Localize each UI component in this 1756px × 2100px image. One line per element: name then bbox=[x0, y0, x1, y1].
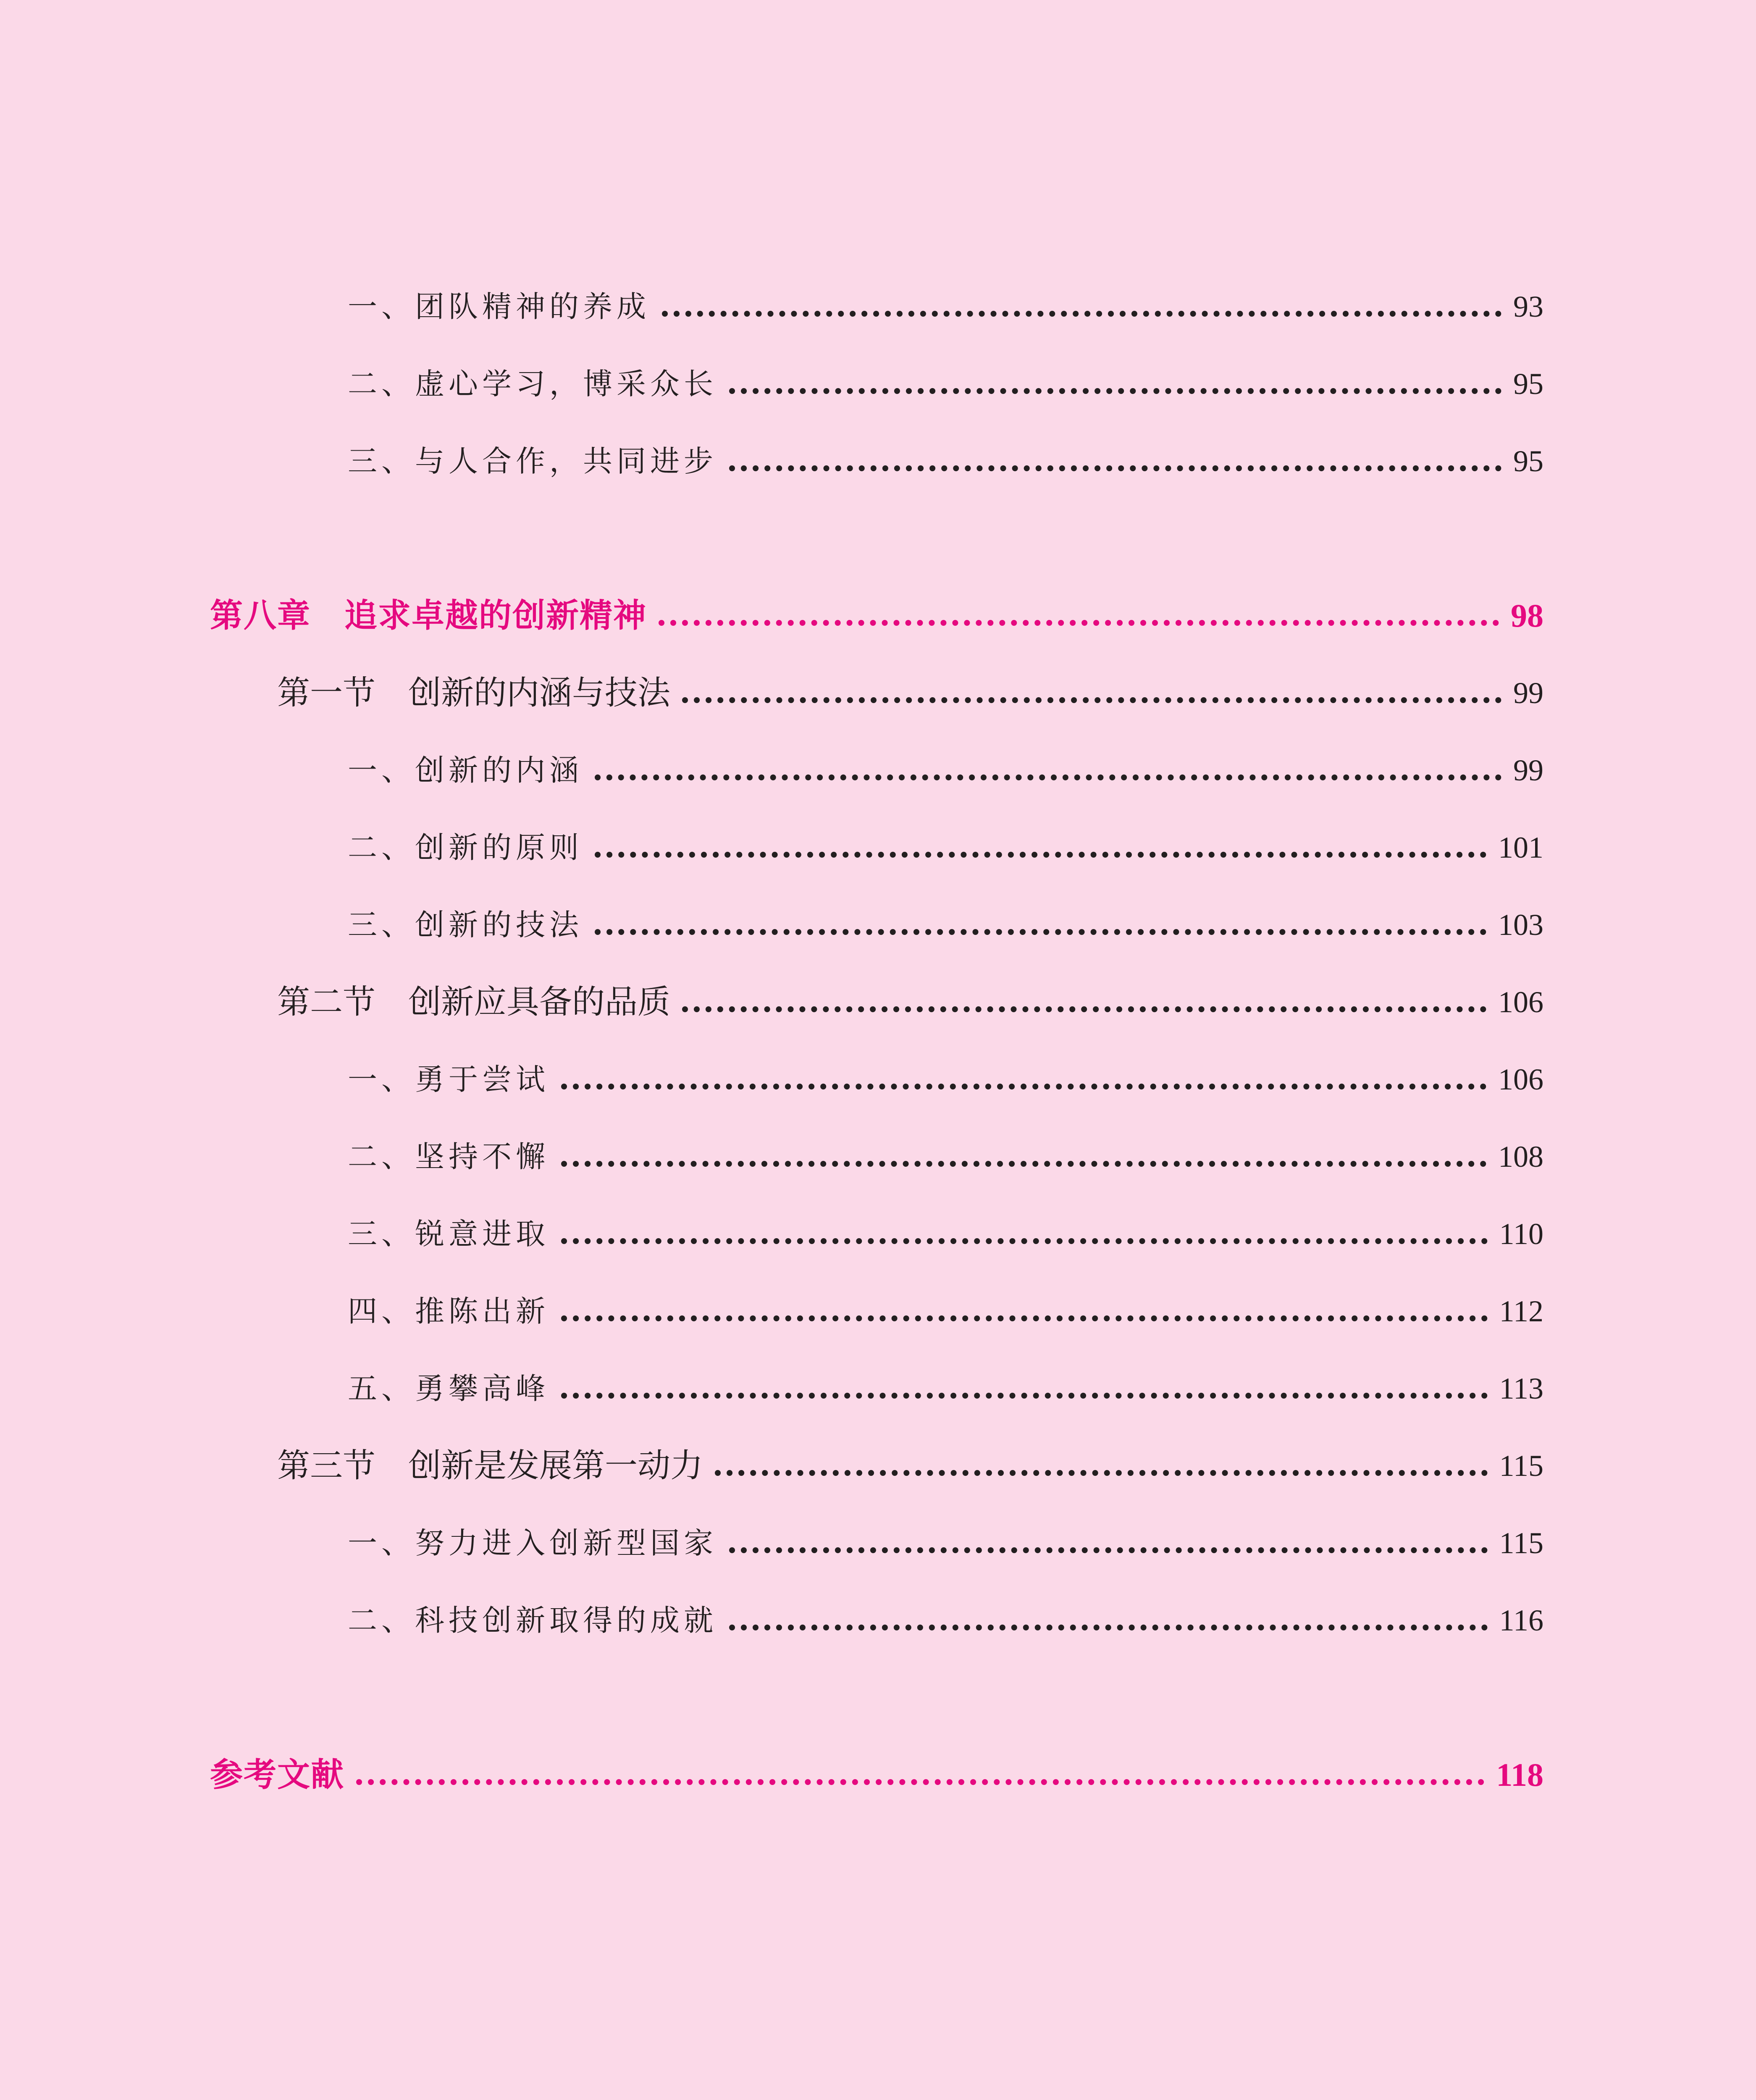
dot-leader bbox=[682, 697, 1501, 703]
toc-entry-dare-to-try[interactable] bbox=[348, 1058, 1543, 1100]
toc-entry-title: 三、创新的技法 bbox=[348, 908, 583, 942]
toc-entry-page-number: 95 bbox=[1513, 444, 1543, 478]
dot-leader bbox=[561, 1161, 1486, 1167]
toc-entry-perseverance[interactable] bbox=[348, 1136, 1543, 1178]
toc-entry-innovation-meaning[interactable] bbox=[348, 749, 1543, 791]
dot-leader bbox=[662, 311, 1501, 317]
toc-section-title: 第二节 创新应具备的品质 bbox=[277, 983, 671, 1021]
toc-entry-page-number: 99 bbox=[1513, 753, 1543, 787]
dot-leader bbox=[729, 1547, 1488, 1553]
toc-section-page-number: 99 bbox=[1513, 676, 1543, 710]
toc-section-page-number: 115 bbox=[1499, 1449, 1543, 1483]
toc-entry-title: 一、团队精神的养成 bbox=[348, 289, 650, 324]
toc-entry-tech-achievements[interactable] bbox=[348, 1599, 1543, 1641]
toc-section-2[interactable] bbox=[277, 981, 1543, 1023]
toc-section-title: 第三节 创新是发展第一动力 bbox=[277, 1447, 703, 1485]
toc-chapter-page-number: 98 bbox=[1511, 597, 1543, 634]
toc-entry-team-spirit[interactable] bbox=[348, 286, 1543, 328]
toc-entry-innovation-techniques[interactable] bbox=[348, 904, 1543, 946]
toc-entry-page-number: 106 bbox=[1498, 1063, 1543, 1096]
toc-entry-humble-learning[interactable] bbox=[348, 363, 1543, 405]
toc-entry-page-number: 110 bbox=[1499, 1217, 1543, 1251]
dot-leader bbox=[729, 1625, 1488, 1630]
toc-entry-innovation-principles[interactable] bbox=[348, 827, 1543, 869]
toc-entry-title: 三、锐意进取 bbox=[348, 1217, 549, 1251]
toc-entry-page-number: 108 bbox=[1498, 1140, 1543, 1173]
dot-leader bbox=[729, 388, 1501, 394]
toc-entry-page-number: 112 bbox=[1499, 1294, 1543, 1328]
toc-entry-title: 一、努力进入创新型国家 bbox=[348, 1526, 717, 1560]
toc-entry-page-number: 113 bbox=[1499, 1372, 1543, 1405]
dot-leader bbox=[561, 1084, 1486, 1089]
toc-references[interactable] bbox=[210, 1754, 1543, 1796]
toc-entry-title: 三、与人合作，共同进步 bbox=[348, 444, 717, 478]
toc-chapter-title: 参考文献 bbox=[210, 1756, 345, 1794]
toc-section-1[interactable] bbox=[277, 672, 1543, 714]
dot-leader bbox=[659, 620, 1499, 626]
dot-leader bbox=[729, 465, 1501, 471]
toc-entry-enterprising[interactable] bbox=[348, 1213, 1543, 1255]
toc-entry-title: 五、勇攀高峰 bbox=[348, 1371, 549, 1406]
toc-entry-page-number: 115 bbox=[1499, 1526, 1543, 1560]
toc-entry-page-number: 101 bbox=[1498, 831, 1543, 864]
toc-entry-title: 一、勇于尝试 bbox=[348, 1062, 549, 1097]
toc-entry-page-number: 95 bbox=[1513, 367, 1543, 401]
toc-entry-title: 二、创新的原则 bbox=[348, 830, 583, 865]
toc-chapter-page-number: 118 bbox=[1496, 1756, 1543, 1793]
toc-entry-title: 一、创新的内涵 bbox=[348, 753, 583, 788]
dot-leader bbox=[595, 929, 1486, 935]
toc-entry-page-number: 103 bbox=[1498, 908, 1543, 942]
toc-entry-title: 二、坚持不懈 bbox=[348, 1139, 549, 1174]
dot-leader bbox=[561, 1315, 1488, 1321]
toc-entry-page-number: 116 bbox=[1499, 1604, 1543, 1637]
dot-leader bbox=[595, 852, 1486, 858]
toc-section-title: 第一节 创新的内涵与技法 bbox=[277, 674, 671, 712]
toc-entry-title: 二、虚心学习，博采众长 bbox=[348, 367, 717, 401]
toc-entry-title: 四、推陈出新 bbox=[348, 1294, 549, 1328]
dot-leader bbox=[595, 774, 1501, 780]
toc-chapter-8[interactable] bbox=[210, 595, 1543, 637]
toc-section-page-number: 106 bbox=[1498, 985, 1543, 1019]
toc-entry-title: 二、科技创新取得的成就 bbox=[348, 1603, 717, 1638]
toc-entry-cooperation[interactable] bbox=[348, 440, 1543, 482]
toc-entry-page-number: 93 bbox=[1513, 290, 1543, 323]
toc-section-3[interactable] bbox=[277, 1445, 1543, 1487]
dot-leader bbox=[561, 1238, 1488, 1244]
toc-chapter-title: 第八章 追求卓越的创新精神 bbox=[210, 596, 647, 635]
toc-entry-climb-peaks[interactable] bbox=[348, 1368, 1543, 1410]
dot-leader bbox=[561, 1393, 1488, 1399]
toc-entry-innovative-country[interactable] bbox=[348, 1522, 1543, 1564]
dot-leader bbox=[356, 1779, 1484, 1785]
dot-leader bbox=[682, 1006, 1486, 1012]
dot-leader bbox=[715, 1470, 1488, 1476]
toc-entry-new-from-old[interactable] bbox=[348, 1290, 1543, 1332]
